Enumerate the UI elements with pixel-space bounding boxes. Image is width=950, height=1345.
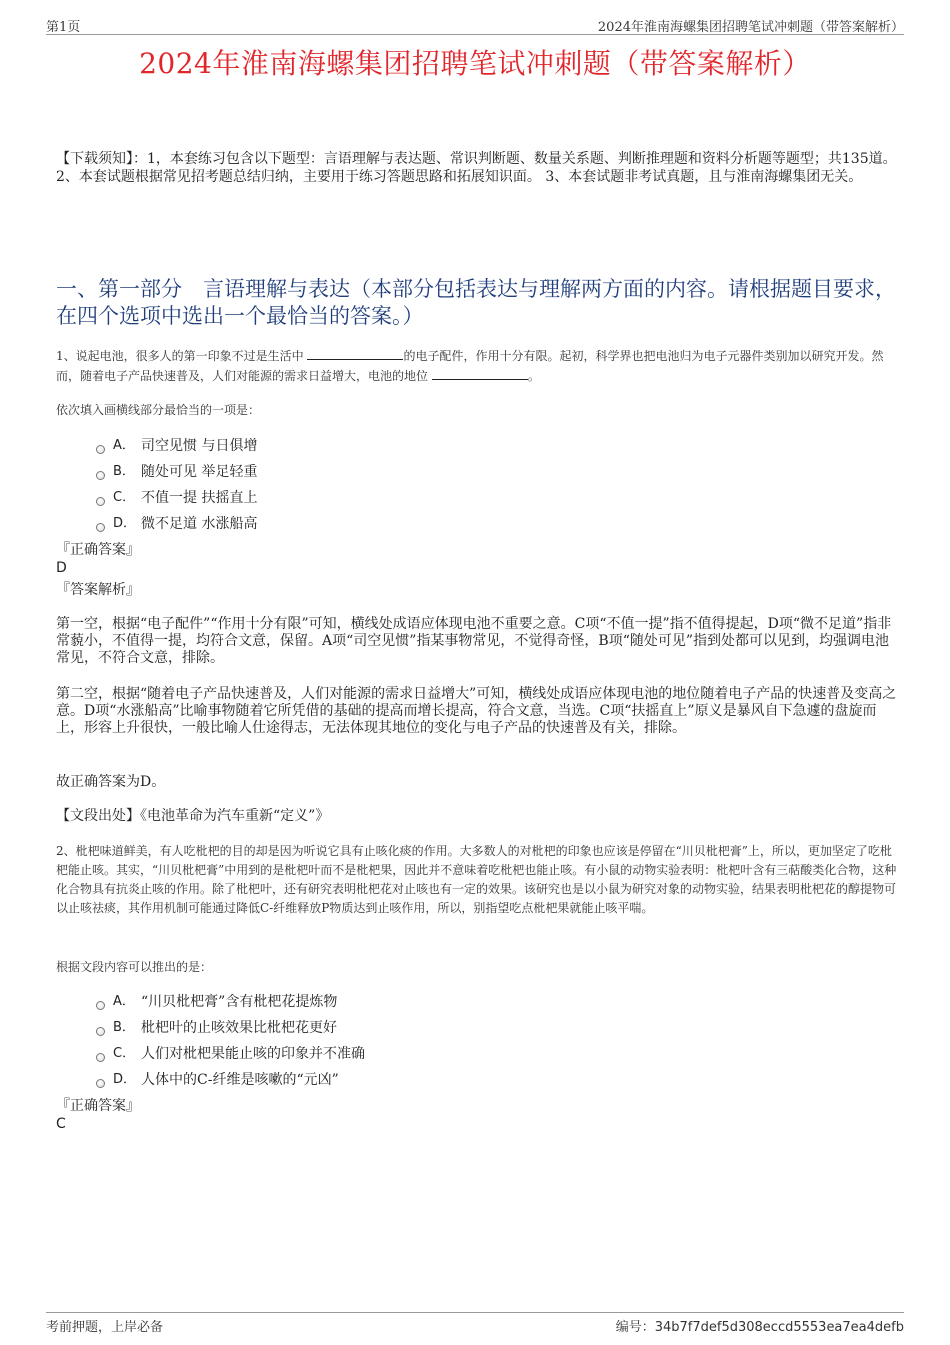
passage-source: 【文段出处】《电池革命为汽车重新“定义”》 [56,808,330,824]
option-c[interactable]: C． 不值一提 扶摇直上 [96,485,257,511]
question-2-text: 2、枇杷味道鲜美，有人吃枇杷的目的却是因为听说它具有止咳化痰的作用。大多数人的对枇杷的印象也应该是停留在“川贝枇杷膏”上，所以，更加坚定了吃枇杷能止咳。其实，“川贝枇杷膏”中用到的是枇杷叶而不是枇杷果，因此并不意味着吃枇杷也能止咳。有小鼠的动物实验表明：枇杷叶含有三萜酸类化合物，这种化合物具有抗炎止咳的作用。除了枇杷叶，还有研究表明枇杷花对止咳也有一定的效果。该研究也是以小鼠为研究对象的动物实验，结果表明枇杷花的醇提物可以止咳祛痰，其作用机制可能通过降低C-纤维释放P物质达到止咳作用，所以，别指望吃点枇杷果就能止咳平喘。 [56,844,897,915]
radio-icon[interactable] [96,1053,105,1062]
option-b[interactable]: B． 枇杷叶的止咳效果比枇杷花更好 [96,1015,365,1041]
radio-icon[interactable] [96,445,105,454]
radio-icon[interactable] [96,471,105,480]
answer-label: 『正确答案』 [56,542,140,558]
page-footer [46,1312,904,1335]
document-id: 编号：34b7f7def5d308eccd5553ea7ea4defb [615,1320,904,1335]
analysis-label: 『答案解析』 [56,582,140,598]
answer-label: 『正确答案』 [56,1098,140,1114]
radio-icon[interactable] [96,1079,105,1088]
option-a[interactable]: A． 司空见惯 与日俱增 [96,433,257,459]
analysis-conclusion: 故正确答案为D。 [56,774,166,790]
question-1-options [96,433,257,537]
radio-icon[interactable] [96,1027,105,1036]
analysis-paragraph-2: 第二空，根据“随着电子产品快速普及，人们对能源的需求日益增大”可知，横线处成语应体现电池的地位随着电子产品的快速普及变高之意。D项“水涨船高”比喻事物随着它所凭借的基础的提高而增长提高，符合文意，当选。C项“扶摇直上”原义是暴风自下急遽的盘旋而上，形容上升很快，一般比喻人仕途得志，无法体现其地位的变化与电子产品的快速普及有关，排除。 [56,686,897,736]
page-number: 第1页 [46,20,81,35]
option-a[interactable]: A． “川贝枇杷膏”含有枇杷花提炼物 [96,989,365,1015]
page-title: 2024年淮南海螺集团招聘笔试冲刺题（带答案解析） [139,47,811,80]
question-2-lead: 根据文段内容可以推出的是： [56,960,213,974]
page-header [46,14,904,35]
radio-icon[interactable] [96,497,105,506]
option-d[interactable]: D． 微不足道 水涨船高 [96,511,257,537]
option-b[interactable]: B． 随处可见 举足轻重 [96,459,257,485]
question-1-lead: 依次填入画横线部分最恰当的一项是： [56,403,261,417]
footer-slogan: 考前押题，上岸必备 [46,1320,164,1335]
question-2-options [96,989,365,1093]
analysis-paragraph-1: 第一空，根据“电子配件”“作用十分有限”可知，横线处成语应体现电池不重要之意。C项“不值一提”指不值得提起，D项“微不足道”指非常藐小，不值得一提，均符合文意，保留。A项“司空见惯”指某事物常见，不觉得奇怪，B项“随处可见”指到处都可以见到，均强调电池常见，不符合文意，排除。 [56,616,892,666]
fill-blank-2 [432,366,528,380]
section-heading: 一、第一部分 言语理解与表达（本部分包括表达与理解两方面的内容。请根据题目要求，在四个选项中选出一个最恰当的答案。） [56,277,896,328]
answer-value: D [56,560,67,576]
answer-value: C [56,1116,66,1132]
option-c[interactable]: C． 人们对枇杷果能止咳的印象并不准确 [96,1041,365,1067]
fill-blank-1 [307,346,403,360]
radio-icon[interactable] [96,1001,105,1010]
option-d[interactable]: D． 人体中的C-纤维是咳嗽的“元凶” [96,1067,365,1093]
radio-icon[interactable] [96,523,105,532]
download-notice: 【下载须知】：1，本套练习包含以下题型：言语理解与表达题、常识判断题、数量关系题、判断推理题和资料分析题等题型；共135道。 2、本套试题根据常见招考题总结归纳，主要用于练习答题思路和拓展知识面。 3、本套试题非考试真题，且与淮南海螺集团无关。 [56,151,897,185]
header-doc-title: 2024年淮南海螺集团招聘笔试冲刺题（带答案解析） [597,20,904,35]
question-1-text: 1、说起电池，很多人的第一印象不过是生活中 的电子配件，作用十分有限。起初，科学界也把电池归为电子元器件类别加以研究开发。然而，随着电子产品快速普及，人们对能源的需求日益增大，电池的地位 。 [56,346,901,386]
